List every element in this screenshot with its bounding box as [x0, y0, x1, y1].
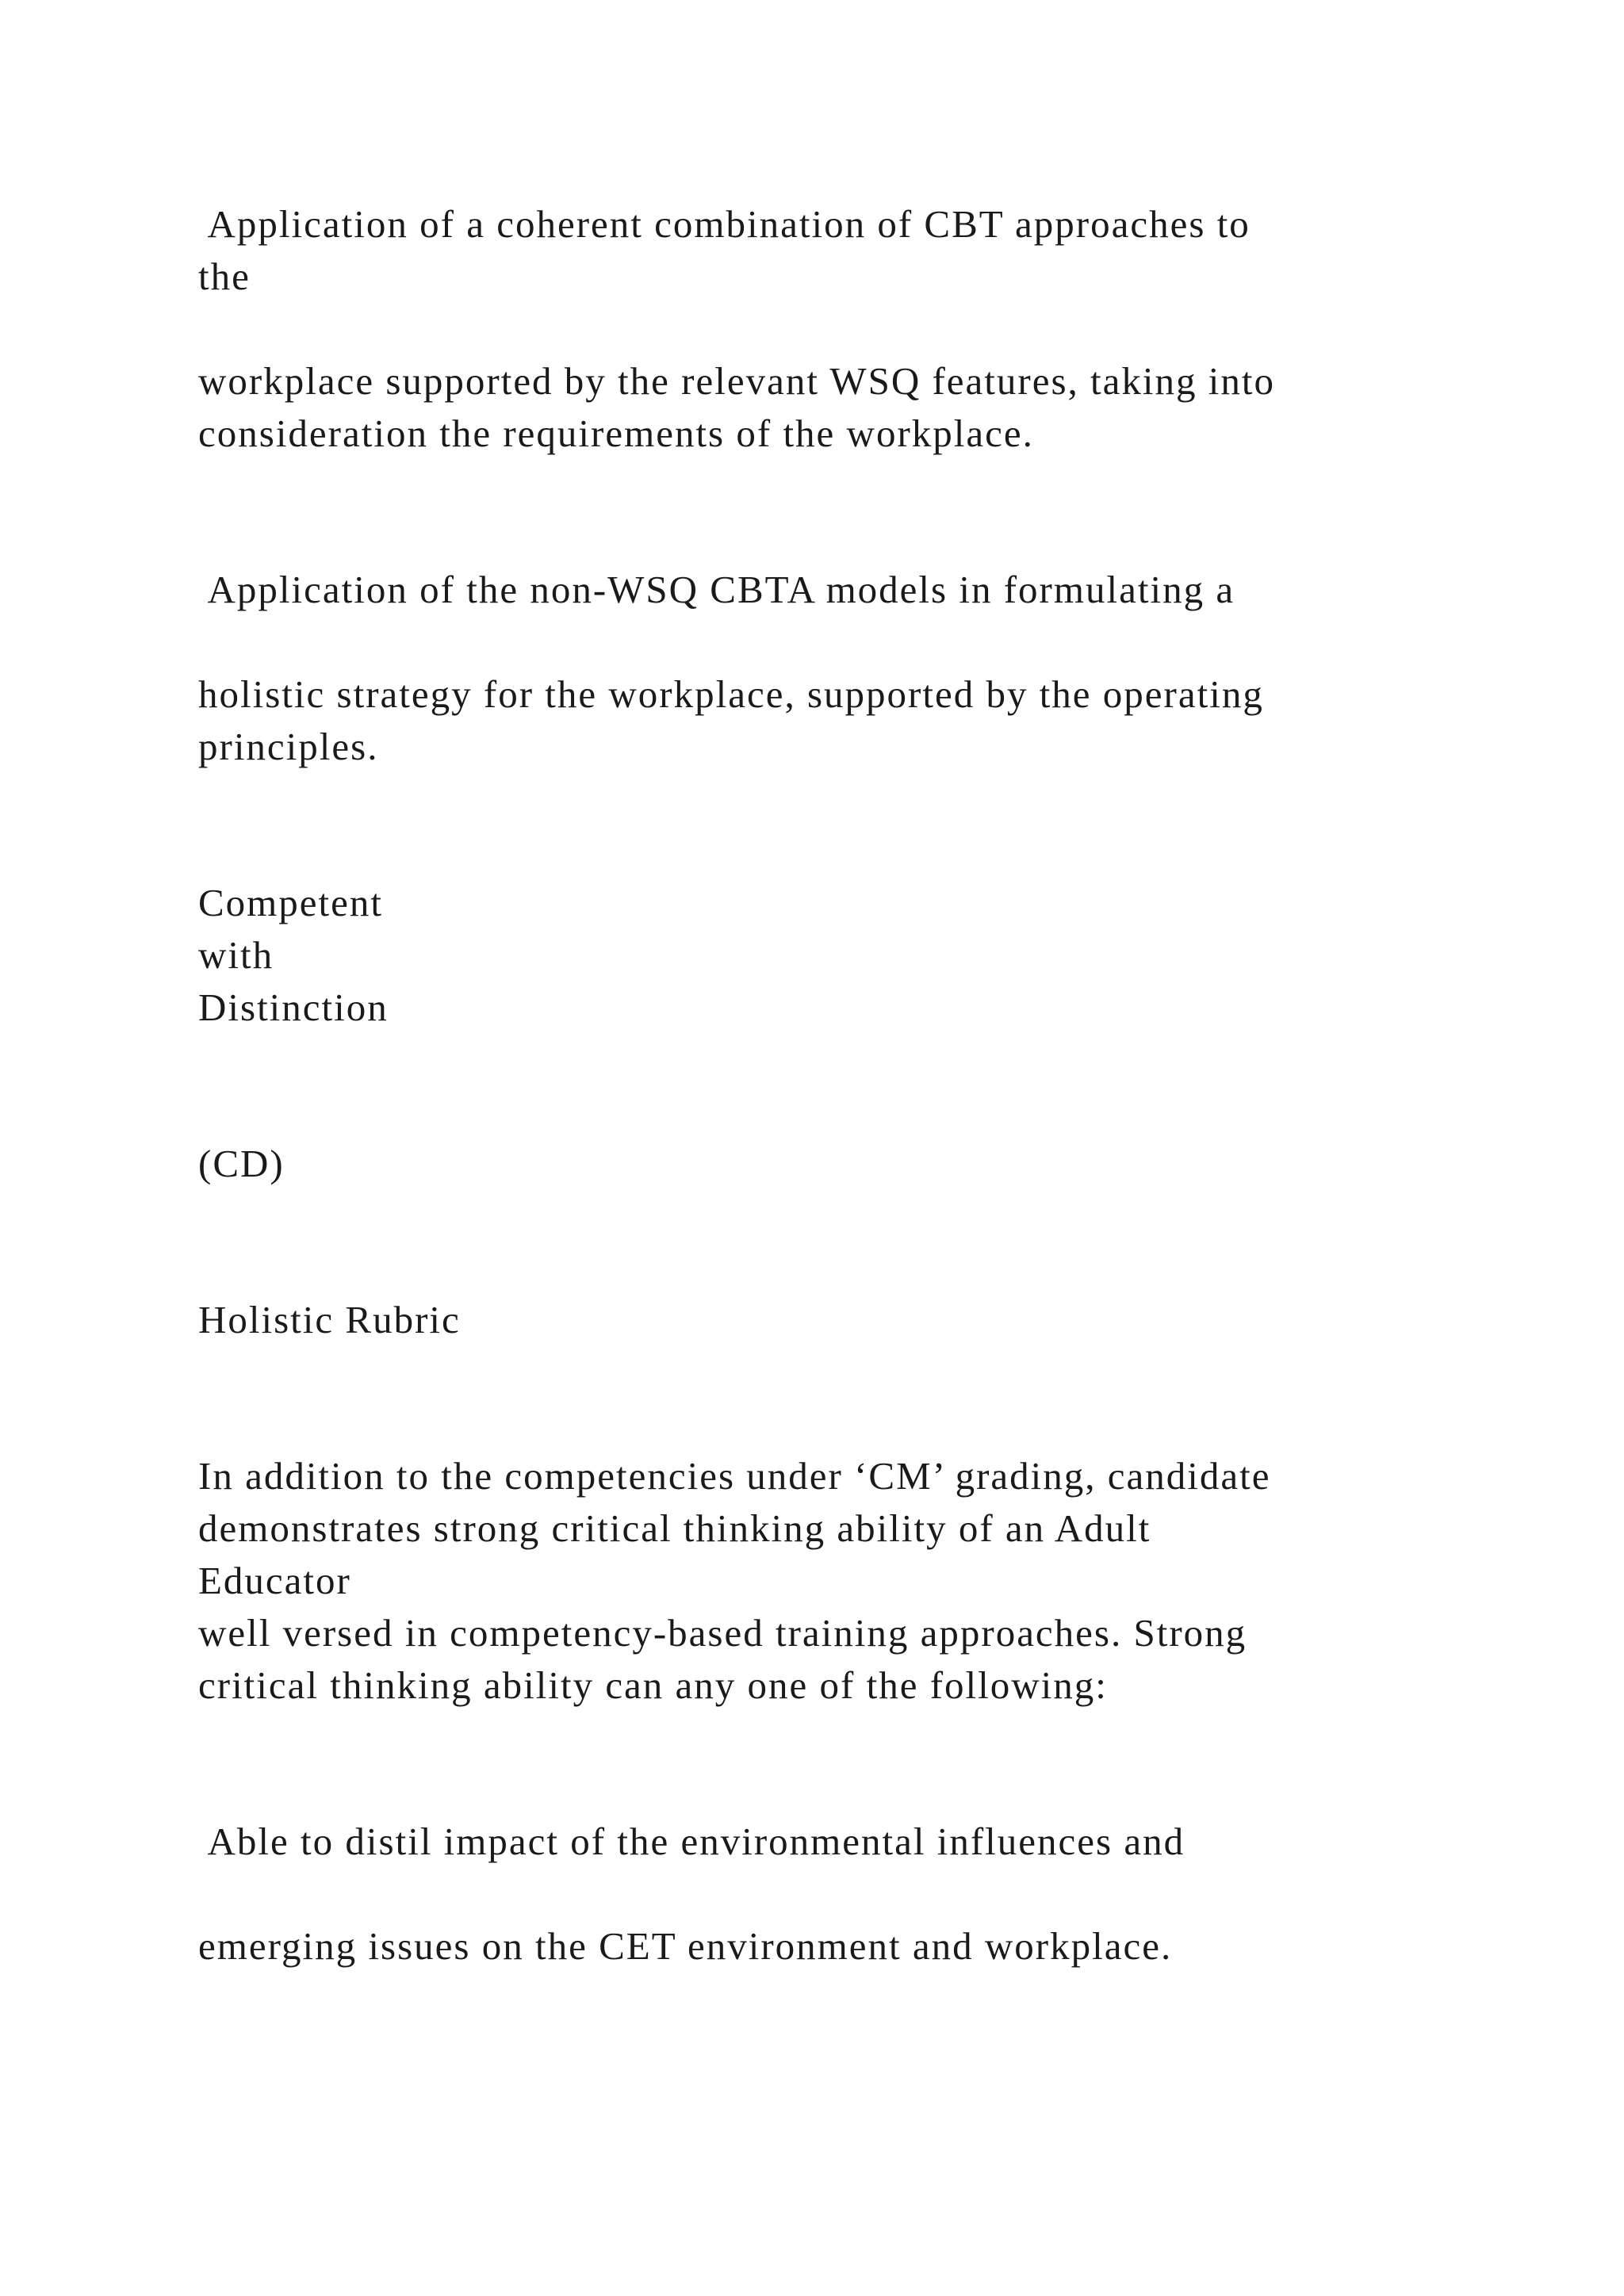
text-line: workplace supported by the relevant WSQ features, taking into [198, 359, 1275, 403]
text-line: well versed in competency-based training approaches. Strong [198, 1611, 1247, 1655]
text-line: critical thinking ability can any one of the following: [198, 1663, 1108, 1707]
text-line: the [198, 254, 251, 298]
text-line: (CD) [198, 1142, 285, 1185]
text-line: Competent [198, 881, 384, 924]
text-line: with [198, 933, 274, 977]
text-line: holistic strategy for the workplace, supported by the operating [198, 672, 1264, 716]
text-line: consideration the requirements of the workplace. [198, 411, 1034, 455]
text-line: Holistic Rubric [198, 1298, 461, 1341]
text-line: emerging issues on the CET environment and workplace. [198, 1924, 1173, 1968]
text-line: Distinction [198, 985, 389, 1029]
text-line: principles. [198, 725, 379, 768]
text-line: demonstrates strong critical thinking ability of an Adult [198, 1506, 1151, 1550]
text-line: Able to distil impact of the environmental influences and [198, 1820, 1185, 1863]
text-line: Application of a coherent combination of CBT approaches to [198, 202, 1251, 246]
text-line: Application of the non-WSQ CBTA models in formulating a [198, 568, 1235, 611]
text-line: In addition to the competencies under ‘CM’ grading, candidate [198, 1454, 1271, 1498]
text-line: Educator [198, 1559, 351, 1602]
